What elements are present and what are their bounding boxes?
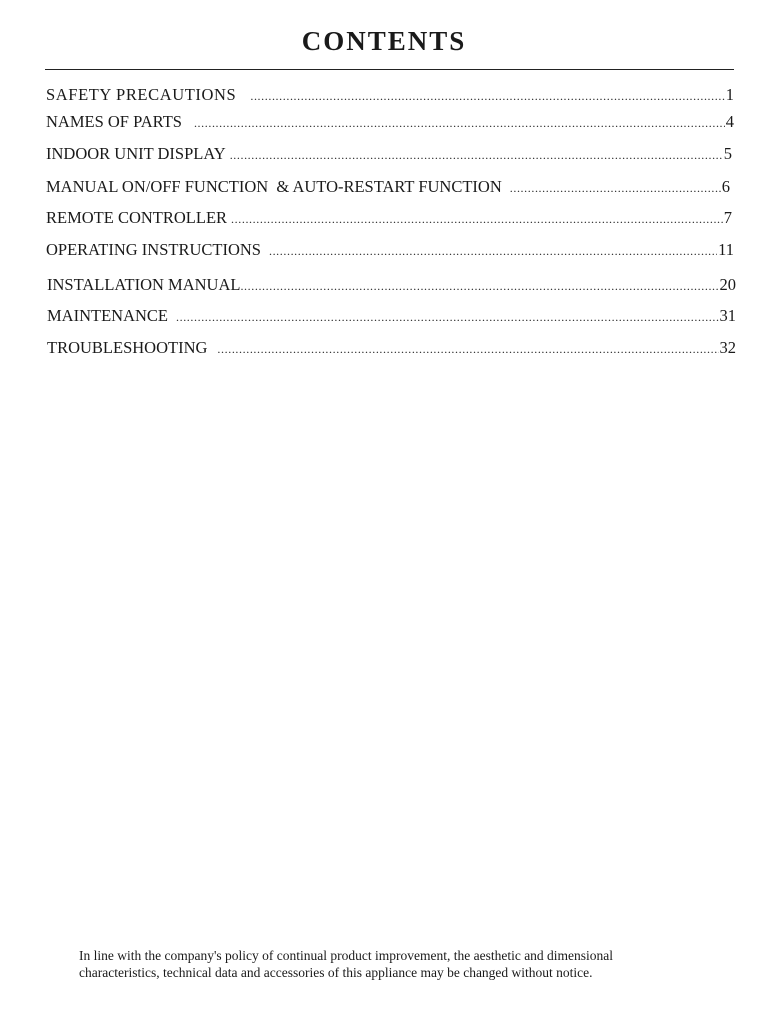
title-divider: [45, 69, 734, 70]
toc-entry-label: INSTALLATION MANUAL: [47, 275, 241, 294]
toc-entry-troubleshooting[interactable]: [47, 338, 736, 359]
dot-leader: [269, 241, 717, 261]
toc-entry-page-number: 4: [725, 112, 734, 131]
toc-entry-page-number: 5: [723, 144, 732, 163]
dot-leader: [194, 113, 725, 133]
toc-entry-page-number: 1: [725, 85, 734, 104]
toc-entry-indoor-unit-display[interactable]: [46, 144, 732, 165]
page-title: CONTENTS: [301, 26, 467, 56]
dot-leader: [230, 145, 723, 165]
dot-leader: [217, 339, 718, 359]
toc-entry-label: SAFETY PRECAUTIONS: [46, 85, 237, 104]
toc-entry-maintenance[interactable]: [47, 306, 736, 327]
dot-leader: [176, 307, 719, 327]
toc-entry-page-number: 31: [719, 306, 736, 325]
toc-entry-operating-instructions[interactable]: [46, 240, 734, 261]
toc-entry-label: REMOTE CONTROLLER: [46, 208, 228, 227]
toc-entry-safety-precautions[interactable]: [46, 85, 734, 106]
toc-entry-names-of-parts[interactable]: [46, 112, 734, 133]
toc-entry-remote-controller[interactable]: [46, 208, 732, 229]
product-improvement-notice: [79, 947, 719, 981]
dot-leader: [510, 178, 721, 198]
toc-entry-manual-on-off-function[interactable]: [46, 177, 730, 198]
toc-entry-label: NAMES OF PARTS: [46, 112, 182, 131]
notice-line: In line with the company's policy of continual product improvement, the aesthetic and dimensional: [79, 948, 614, 963]
toc-entry-installation-manual[interactable]: [47, 275, 736, 296]
toc-entry-label: TROUBLESHOOTING: [47, 338, 208, 357]
toc-entry-label: INDOOR UNIT DISPLAY: [46, 144, 226, 163]
toc-entry-label: MANUAL ON/OFF FUNCTION & AUTO-RESTART FUNCTION: [46, 177, 502, 196]
toc-entry-label: OPERATING INSTRUCTIONS: [46, 240, 261, 259]
toc-entry-page-number: 7: [723, 208, 732, 227]
toc-entry-page-number: 6: [721, 177, 730, 196]
toc-entry-label: MAINTENANCE: [47, 306, 168, 325]
dot-leader: [240, 276, 718, 296]
toc-entry-page-number: 20: [719, 275, 736, 294]
dot-leader: [250, 86, 724, 106]
dot-leader: [231, 209, 723, 229]
toc-entry-page-number: 11: [718, 240, 734, 259]
toc-entry-page-number: 32: [719, 338, 736, 357]
notice-line: characteristics, technical data and accessories of this appliance may be changed without notice.: [79, 965, 593, 980]
